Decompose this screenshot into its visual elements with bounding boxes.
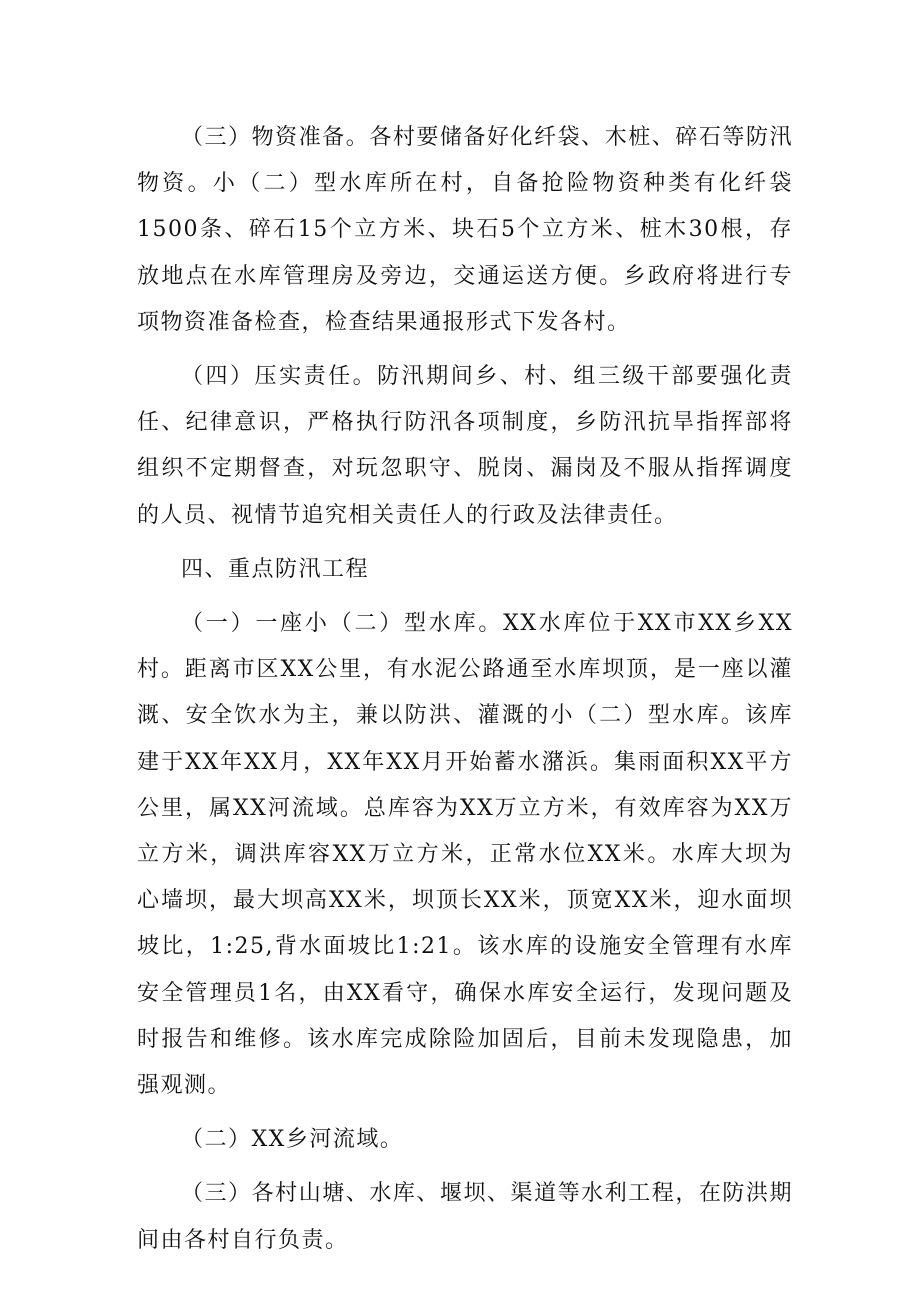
paragraph-materials-preparation: （三）物资准备。各村要储备好化纤袋、木桩、碎石等防汛物资。小（二）型水库所在村，自备抢险物资种类有化纤袋1500条、碎石15个立方米、块石5个立方米、桩木30根，存放地点在水库管理房及旁边，交通运送方便。乡政府将进行专项物资准备检查，检查结果通报形式下发各村。: [137, 125, 793, 335]
paragraph-village-works: （三）各村山塘、水库、堰坝、渠道等水利工程，在防洪期间由各村自行负责。: [137, 1181, 793, 1253]
paragraph-reservoir: （一）一座小（二）型水库。XX水库位于XX市XX乡XX村。距离市区XX公里，有水泥公路通至水库坝顶，是一座以灌溉、安全饮水为主，兼以防洪、灌溉的小（二）型水库。该库建于XX年XX月，XX年XX月开始蓄水潴浜。集雨面积XX平方公里，属XX河流域。总库容为XX万立方米，有效库容为XX万立方米，调洪库容XX万立方米，正常水位XX米。水库大坝为心墙坝，最大坝高XX米，坝顶长XX米，顶宽XX米，迎水面坝坡比，1:25,背水面坡比1:21。该水库的设施安全管理有水库安全管理员1名，由XX看守，确保水库安全运行，发现问题及时报告和维修。该水库完成除险加固后，目前未发现隐患，加强观测。: [137, 611, 793, 1099]
document-body: [137, 115, 793, 1264]
section-heading-key-projects: 四、重点防汛工程: [181, 556, 370, 582]
paragraph-river-basin: （二）XX乡河流域。: [181, 1127, 404, 1153]
paragraph-responsibility: （四）压实责任。防汛期间乡、村、组三级干部要强化责任、纪律意识，严格执行防汛各项制度，乡防汛抗旱指挥部将组织不定期督查，对玩忽职守、脱岗、漏岗及不服从指挥调度的人员、视情节追究相关责任人的行政及法律责任。: [137, 364, 793, 528]
